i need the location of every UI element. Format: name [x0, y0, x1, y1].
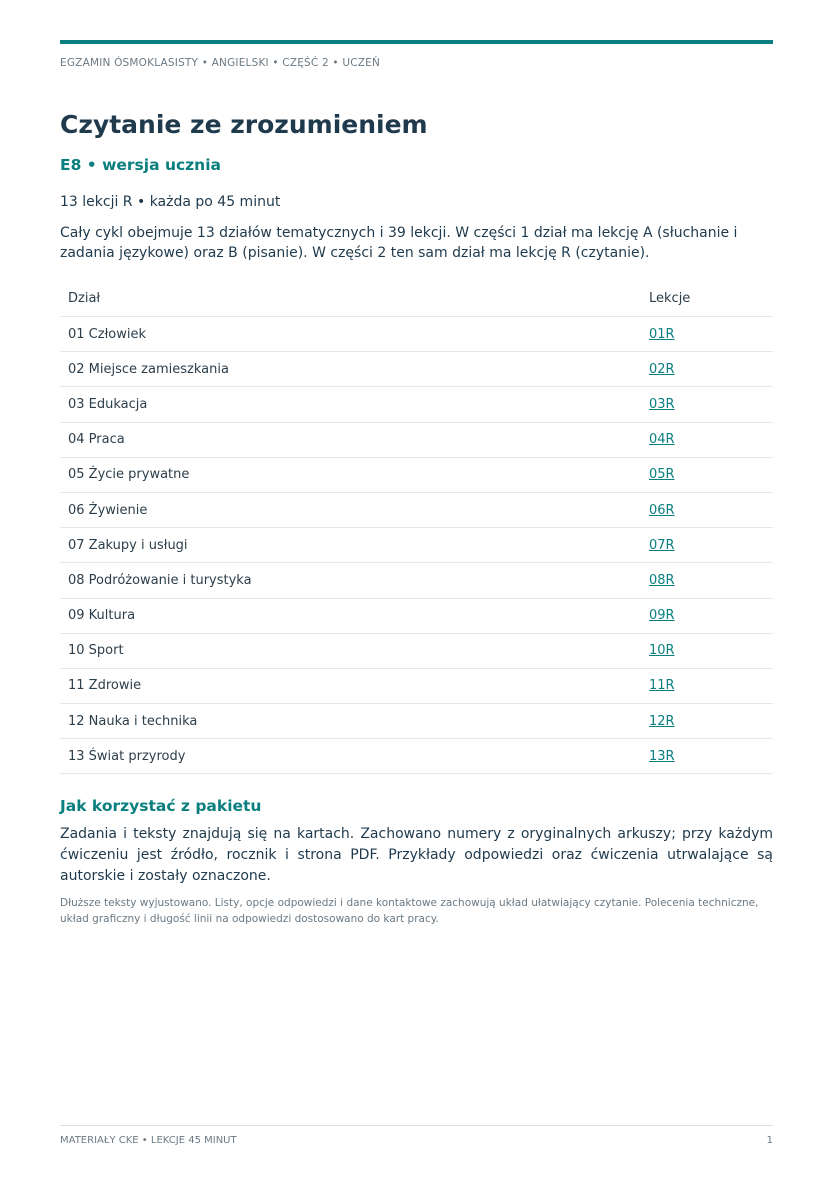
usage-paragraph: Zadania i teksty znajdują się na kartach. Zachowano numery z oryginalnych arkuszy; przy każdym ćwiczeniu jest źródło, rocznik i strona PDF. Przykłady odpowiedzi oraz ćwiczenia utrwalające są autorskie i zostały oznaczone. — [60, 826, 773, 885]
page-title: Czytanie ze zrozumieniem — [60, 110, 428, 139]
lesson-link-12r[interactable]: 12R — [649, 713, 675, 729]
unit-name-cell: 05 Życie prywatne — [60, 457, 641, 492]
table-row — [60, 739, 773, 774]
lesson-cell — [641, 563, 773, 598]
page-subtitle: E8 • wersja ucznia — [60, 156, 221, 174]
units-table — [60, 281, 773, 774]
lesson-link-10r[interactable]: 10R — [649, 643, 675, 659]
lesson-cell — [641, 317, 773, 352]
lesson-link-02r[interactable]: 02R — [649, 361, 675, 377]
lesson-cell — [641, 387, 773, 422]
table-row — [60, 598, 773, 633]
table-row — [60, 317, 773, 352]
lesson-link-08r[interactable]: 08R — [649, 572, 675, 588]
lesson-link-04r[interactable]: 04R — [649, 432, 675, 448]
table-header-row — [60, 281, 773, 317]
unit-name-cell: 10 Sport — [60, 633, 641, 668]
unit-name-cell: 09 Kultura — [60, 598, 641, 633]
usage-note: Dłuższe teksty wyjustowano. Listy, opcje odpowiedzi i dane kontaktowe zachowują układ ułatwiający czytanie. Polecenia techniczne, układ graficzny i długość linii na odpowiedzi dostosowano do kart pracy. — [60, 897, 759, 926]
table-row — [60, 457, 773, 492]
running-header: EGZAMIN ÓSMOKLASISTY • ANGIELSKI • CZĘŚĆ 2 • UCZEŃ — [60, 57, 381, 69]
unit-name-cell: 03 Edukacja — [60, 387, 641, 422]
unit-name-cell: 13 Świat przyrody — [60, 739, 641, 774]
unit-name-cell: 06 Żywienie — [60, 492, 641, 527]
intro-paragraph: Cały cykl obejmuje 13 działów tematycznych i 39 lekcji. W części 1 dział ma lekcję A (słuchanie i zadania językowe) oraz B (pisanie). W części 2 ten sam dział ma lekcję R (czytanie). — [60, 225, 738, 261]
table-row — [60, 387, 773, 422]
lesson-cell — [641, 457, 773, 492]
lesson-cell — [641, 704, 773, 739]
table-row — [60, 563, 773, 598]
lesson-cell — [641, 492, 773, 527]
lesson-link-03r[interactable]: 03R — [649, 396, 675, 412]
units-table-body — [60, 317, 773, 774]
document-page — [60, 40, 773, 927]
table-row — [60, 633, 773, 668]
lesson-link-07r[interactable]: 07R — [649, 537, 675, 553]
unit-name-cell: 07 Zakupy i usługi — [60, 528, 641, 563]
lesson-link-01r[interactable]: 01R — [649, 326, 675, 342]
lesson-link-09r[interactable]: 09R — [649, 608, 675, 624]
table-row — [60, 528, 773, 563]
table-row — [60, 668, 773, 703]
table-row — [60, 422, 773, 457]
lesson-cell — [641, 528, 773, 563]
page-number: 1 — [766, 1135, 773, 1146]
unit-name-cell: 11 Zdrowie — [60, 668, 641, 703]
lesson-cell — [641, 422, 773, 457]
table-row — [60, 352, 773, 387]
unit-name-cell: 12 Nauka i technika — [60, 704, 641, 739]
top-accent-rule — [60, 40, 773, 44]
lesson-cell — [641, 739, 773, 774]
page-footer — [60, 1125, 773, 1146]
usage-heading: Jak korzystać z pakietu — [60, 797, 262, 816]
unit-name-cell: 08 Podróżowanie i turystyka — [60, 563, 641, 598]
lesson-summary: 13 lekcji R • każda po 45 minut — [60, 194, 281, 210]
lesson-link-13r[interactable]: 13R — [649, 748, 675, 764]
lesson-cell — [641, 598, 773, 633]
unit-name-cell: 04 Praca — [60, 422, 641, 457]
column-header-unit: Dział — [60, 281, 641, 317]
lesson-cell — [641, 668, 773, 703]
footer-label: MATERIAŁY CKE • LEKCJE 45 MINUT — [60, 1135, 237, 1146]
column-header-lessons: Lekcje — [641, 281, 773, 317]
unit-name-cell: 01 Człowiek — [60, 317, 641, 352]
table-row — [60, 492, 773, 527]
lesson-link-06r[interactable]: 06R — [649, 502, 675, 518]
lesson-link-11r[interactable]: 11R — [649, 678, 675, 694]
lesson-cell — [641, 633, 773, 668]
unit-name-cell: 02 Miejsce zamieszkania — [60, 352, 641, 387]
lesson-link-05r[interactable]: 05R — [649, 467, 675, 483]
lesson-cell — [641, 352, 773, 387]
table-row — [60, 704, 773, 739]
